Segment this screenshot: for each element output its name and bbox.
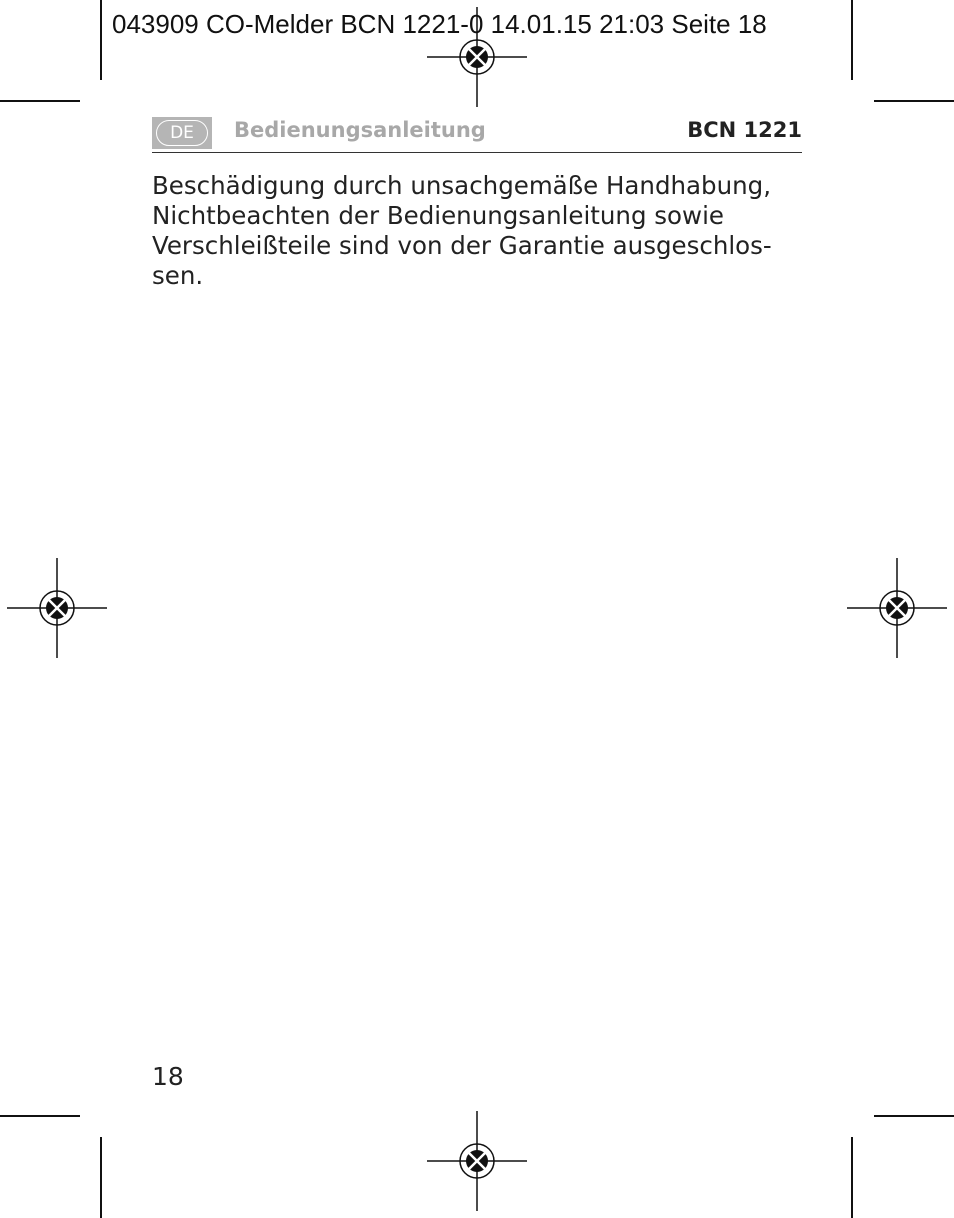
crop-mark-top-left-horizontal [0, 100, 80, 102]
page-header [152, 114, 802, 153]
registration-mark-icon [427, 1111, 527, 1211]
paragraph-line: Verschleißteile sind von der Garantie ausgeschlos- [152, 231, 772, 260]
paragraph-line: Beschädigung durch unsachgemäße Handhabung, [152, 171, 771, 200]
registration-mark-icon [427, 7, 527, 107]
print-slug: 043909 CO-Melder BCN 1221-0 14.01.15 21:03 Seite 18 [112, 9, 767, 39]
crop-mark-bottom-right-horizontal [874, 1115, 954, 1117]
model-number: BCN 1221 [687, 118, 802, 142]
crop-mark-top-left-vertical [100, 0, 102, 80]
crop-mark-bottom-left-horizontal [0, 1115, 80, 1117]
crop-mark-bottom-right-vertical [851, 1137, 853, 1218]
paragraph-line: sen. [152, 261, 204, 290]
registration-mark-icon [7, 558, 107, 658]
warranty-paragraph [152, 171, 812, 291]
crop-mark-top-right-vertical [851, 0, 853, 80]
registration-mark-icon [847, 558, 947, 658]
document-title: Bedienungsanleitung [234, 118, 486, 142]
paragraph-line: Nichtbeachten der Bedienungsanleitung sowie [152, 201, 724, 230]
page-number: 18 [152, 1062, 184, 1091]
crop-mark-bottom-left-vertical [100, 1137, 102, 1218]
language-badge [152, 117, 212, 149]
crop-mark-top-right-horizontal [874, 100, 954, 102]
language-code: DE [156, 120, 208, 146]
